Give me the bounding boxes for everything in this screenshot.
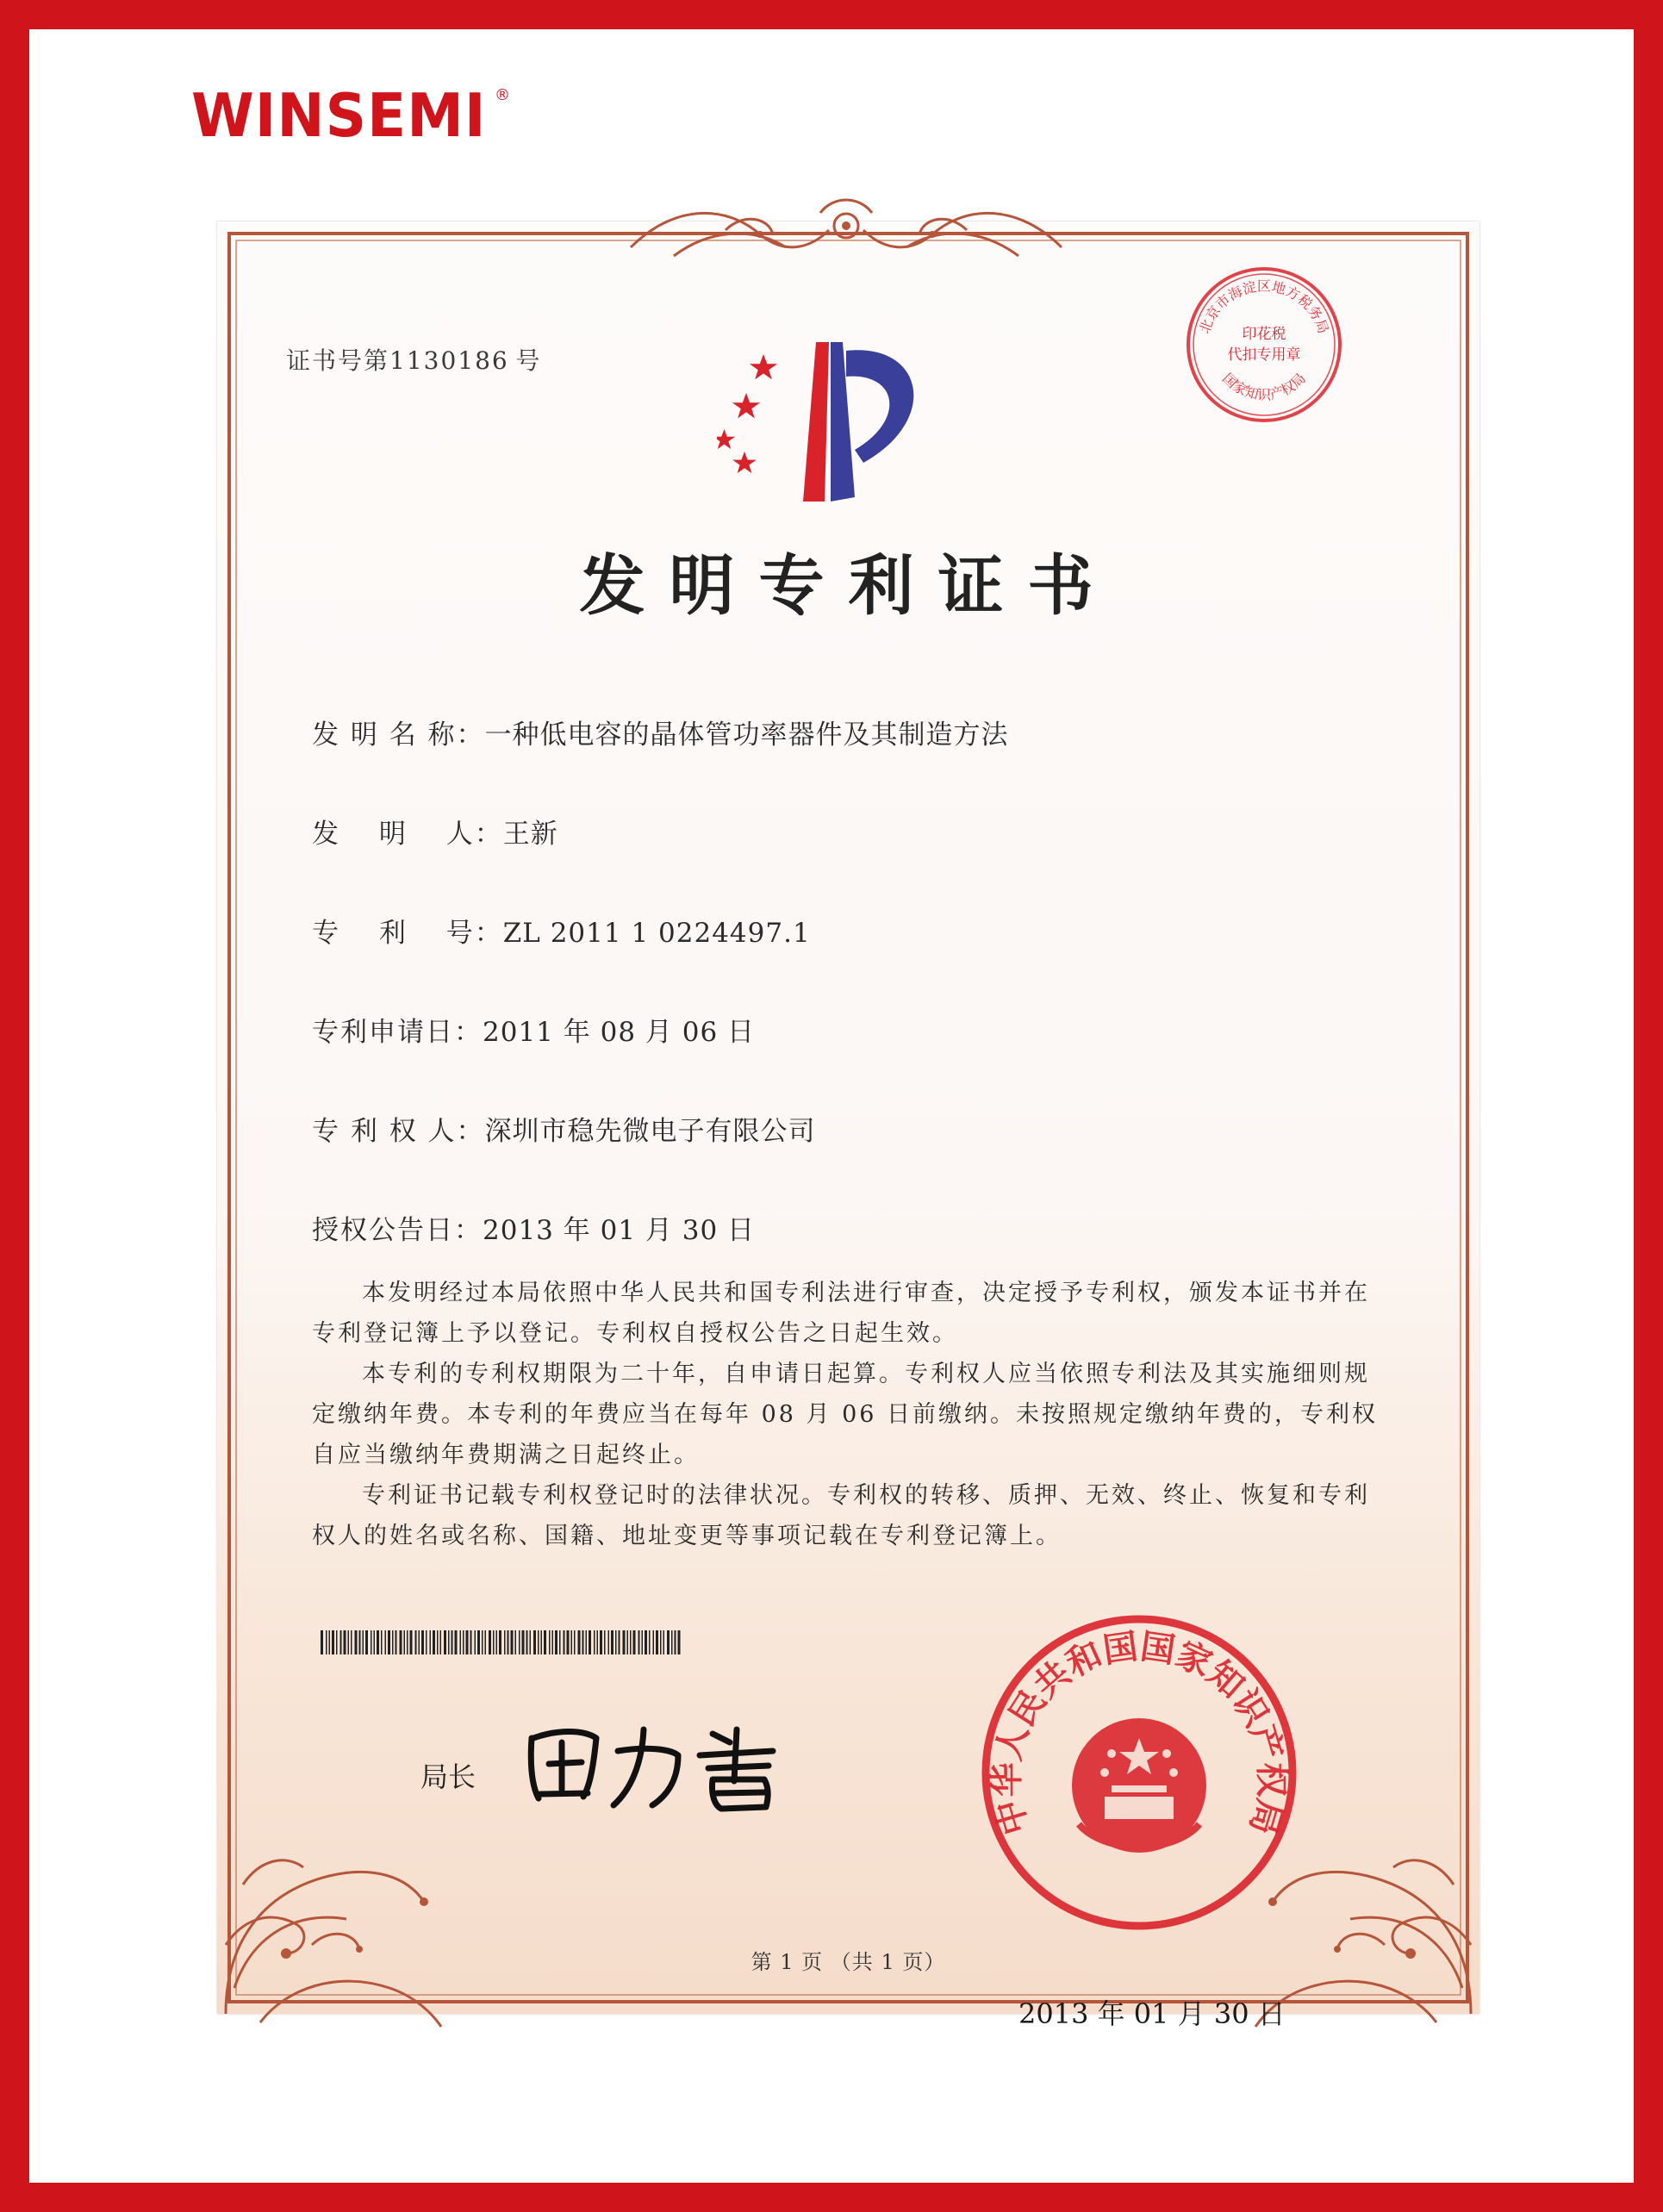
barcode-bar	[533, 1630, 536, 1654]
field-value: 2013 年 01 月 30 日	[483, 1215, 756, 1246]
brand-logo: WINSEMI	[191, 81, 487, 151]
national-seal-text: 中华人民共和国国家知识产权局	[987, 1626, 1292, 1840]
barcode-bar	[630, 1630, 632, 1654]
barcode-bar	[611, 1630, 614, 1654]
barcode-bar	[326, 1630, 327, 1654]
barcode-bar	[365, 1630, 368, 1654]
barcode-bar	[475, 1630, 476, 1654]
certificate-number-label: 证书号第	[286, 346, 390, 375]
field-inventor	[312, 812, 558, 851]
tax-seal-inner-line-1: 印花税	[1242, 326, 1286, 343]
barcode-bar	[440, 1630, 442, 1654]
barcode-bar	[660, 1630, 662, 1654]
field-patentee	[312, 1109, 816, 1148]
barcode-bar	[649, 1630, 651, 1654]
barcode-bar	[374, 1630, 376, 1654]
barcode-bar	[493, 1630, 495, 1654]
field-label: 发 明 人：	[312, 819, 503, 850]
barcode-bar	[377, 1630, 379, 1654]
patent-certificate	[217, 221, 1479, 2030]
registered-mark: ®	[495, 86, 510, 104]
barcode-bar	[477, 1630, 480, 1654]
certificate-body	[312, 1273, 1389, 1556]
barcode-bar	[663, 1630, 665, 1654]
barcode-bar	[404, 1630, 406, 1654]
barcode-bar	[623, 1630, 626, 1654]
barcode-bar	[586, 1630, 588, 1654]
field-value: 一种低电容的晶体管功率器件及其制造方法	[484, 720, 1009, 751]
barcode-bar	[667, 1630, 670, 1654]
barcode-bar	[511, 1630, 514, 1654]
barcode-bar	[482, 1630, 483, 1654]
barcode-bar	[627, 1630, 629, 1654]
barcode-bar	[363, 1630, 364, 1654]
barcode-bar	[604, 1630, 606, 1654]
field-application-date	[312, 1010, 755, 1049]
barcode	[321, 1630, 682, 1654]
field-value: 2011 年 08 月 06 日	[483, 1017, 756, 1048]
issue-date: 2013 年 01 月 30 日	[1018, 1997, 1286, 2030]
field-value: 深圳市稳先微电子有限公司	[484, 1116, 816, 1147]
barcode-bar	[371, 1630, 372, 1654]
field-label: 专 利 号：	[312, 918, 503, 949]
barcode-bar	[340, 1630, 342, 1654]
barcode-bar	[555, 1630, 557, 1654]
svg-text:国家知识产权局	[1219, 370, 1309, 402]
tax-seal	[1182, 263, 1346, 427]
barcode-bar	[332, 1630, 334, 1654]
barcode-bar	[388, 1630, 390, 1654]
barcode-bar	[351, 1630, 352, 1654]
barcode-bar	[430, 1630, 432, 1654]
barcode-bar	[504, 1630, 506, 1654]
barcode-bar	[460, 1630, 462, 1654]
barcode-bar	[344, 1630, 346, 1654]
barcode-bar	[600, 1630, 602, 1654]
field-label: 专 利 权 人：	[312, 1116, 485, 1147]
sipo-emblem	[717, 333, 975, 506]
barcode-bar	[678, 1630, 681, 1654]
barcode-bar	[470, 1630, 472, 1654]
barcode-bar	[549, 1630, 551, 1654]
field-grant-date	[312, 1208, 755, 1247]
barcode-bar	[348, 1630, 350, 1654]
field-invention-name	[312, 713, 1009, 751]
barcode-bar	[407, 1630, 408, 1654]
barcode-bar	[385, 1630, 387, 1654]
barcode-bar	[638, 1630, 640, 1654]
barcode-bar	[392, 1630, 394, 1654]
body-paragraph-3: 专利证书记载专利权登记时的法律状况。专利权的转移、质押、无效、终止、恢复和专利权人的姓名或名称、国籍、地址变更等事项记载在专利登记簿上。	[312, 1482, 1370, 1549]
barcode-bar	[530, 1630, 532, 1654]
barcode-bar	[559, 1630, 561, 1654]
barcode-bar	[396, 1630, 397, 1654]
barcode-bar	[567, 1630, 570, 1654]
barcode-bar	[571, 1630, 573, 1654]
top-ornament	[622, 196, 1070, 273]
field-label: 专利申请日：	[312, 1017, 483, 1048]
barcode-bar	[675, 1630, 676, 1654]
barcode-bar	[426, 1630, 427, 1654]
barcode-bar	[336, 1630, 338, 1654]
barcode-bar	[645, 1630, 647, 1654]
barcode-bar	[515, 1630, 517, 1654]
barcode-bar	[496, 1630, 498, 1654]
barcode-bar	[594, 1630, 595, 1654]
barcode-bar	[489, 1630, 491, 1654]
tax-seal-bottom-text: 国家知识产权局	[1219, 370, 1309, 403]
barcode-bar	[589, 1630, 591, 1654]
barcode-bar	[656, 1630, 658, 1654]
barcode-bar	[419, 1630, 420, 1654]
bottom-left-ornament	[209, 1773, 467, 2031]
barcode-bar	[444, 1630, 446, 1654]
barcode-bar	[448, 1630, 450, 1654]
barcode-bar	[578, 1630, 581, 1654]
barcode-bar	[653, 1630, 655, 1654]
sipo-national-seal	[975, 1609, 1303, 1936]
barcode-bar	[574, 1630, 576, 1654]
field-value: 王新	[502, 819, 558, 850]
barcode-bar	[541, 1630, 543, 1654]
barcode-bar	[355, 1630, 358, 1654]
barcode-bar	[608, 1630, 610, 1654]
certificate-number-suffix: 号	[515, 346, 542, 375]
tax-seal-inner-line-2: 代扣专用章	[1227, 346, 1301, 364]
barcode-bar	[522, 1630, 525, 1654]
barcode-bar	[400, 1630, 402, 1654]
barcode-bar	[642, 1630, 644, 1654]
barcode-bar	[437, 1630, 439, 1654]
barcode-bar	[421, 1630, 424, 1654]
barcode-bar	[619, 1630, 620, 1654]
director-signature	[514, 1704, 807, 1816]
barcode-bar	[455, 1630, 458, 1654]
barcode-bar	[597, 1630, 599, 1654]
body-paragraph-2: 本专利的专利权期限为二十年，自申请日起算。专利权人应当依照专利法及其实施细则规定缴纳年费。本专利的年费应当在每年 08 月 06 日前缴纳。未按照规定缴纳年费的，专利权自应当缴纳年费期满之日起终止。	[312, 1361, 1379, 1468]
barcode-bar	[410, 1630, 413, 1654]
barcode-bar	[615, 1630, 617, 1654]
barcode-bar	[381, 1630, 383, 1654]
barcode-bar	[519, 1630, 520, 1654]
barcode-bar	[415, 1630, 417, 1654]
body-paragraph-1: 本发明经过本局依照中华人民共和国专利法进行审查，决定授予专利权，颁发本证书并在专利登记簿上予以登记。专利权自授权公告之日起生效。	[312, 1280, 1370, 1347]
barcode-bar	[508, 1630, 509, 1654]
barcode-bar	[499, 1630, 501, 1654]
barcode-bar	[321, 1630, 323, 1654]
barcode-bar	[329, 1630, 331, 1654]
certificate-number	[286, 342, 541, 377]
barcode-bar	[463, 1630, 464, 1654]
certificate-number-value: 1130186	[389, 346, 509, 375]
page-number: 第 1 页 （共 1 页）	[751, 1950, 946, 1974]
certificate-title: 发明专利证书	[579, 547, 1118, 624]
barcode-bar	[671, 1630, 673, 1654]
barcode-bar	[633, 1630, 636, 1654]
barcode-bar	[582, 1630, 584, 1654]
field-value: ZL 2011 1 0224497.1	[502, 918, 811, 949]
barcode-bar	[526, 1630, 528, 1654]
barcode-bar	[433, 1630, 435, 1654]
barcode-bar	[452, 1630, 453, 1654]
barcode-bar	[466, 1630, 469, 1654]
barcode-bar	[485, 1630, 487, 1654]
barcode-bar	[538, 1630, 539, 1654]
director-label: 局长	[420, 1760, 476, 1793]
field-label: 授权公告日：	[312, 1215, 483, 1246]
barcode-bar	[544, 1630, 546, 1654]
field-patent-number	[312, 911, 811, 950]
barcode-bar	[359, 1630, 361, 1654]
field-label: 发 明 名 称：	[312, 720, 485, 751]
barcode-bar	[564, 1630, 565, 1654]
barcode-bar	[552, 1630, 554, 1654]
tax-seal-outer-text: 北京市海淀区地方税务局	[1196, 277, 1332, 336]
